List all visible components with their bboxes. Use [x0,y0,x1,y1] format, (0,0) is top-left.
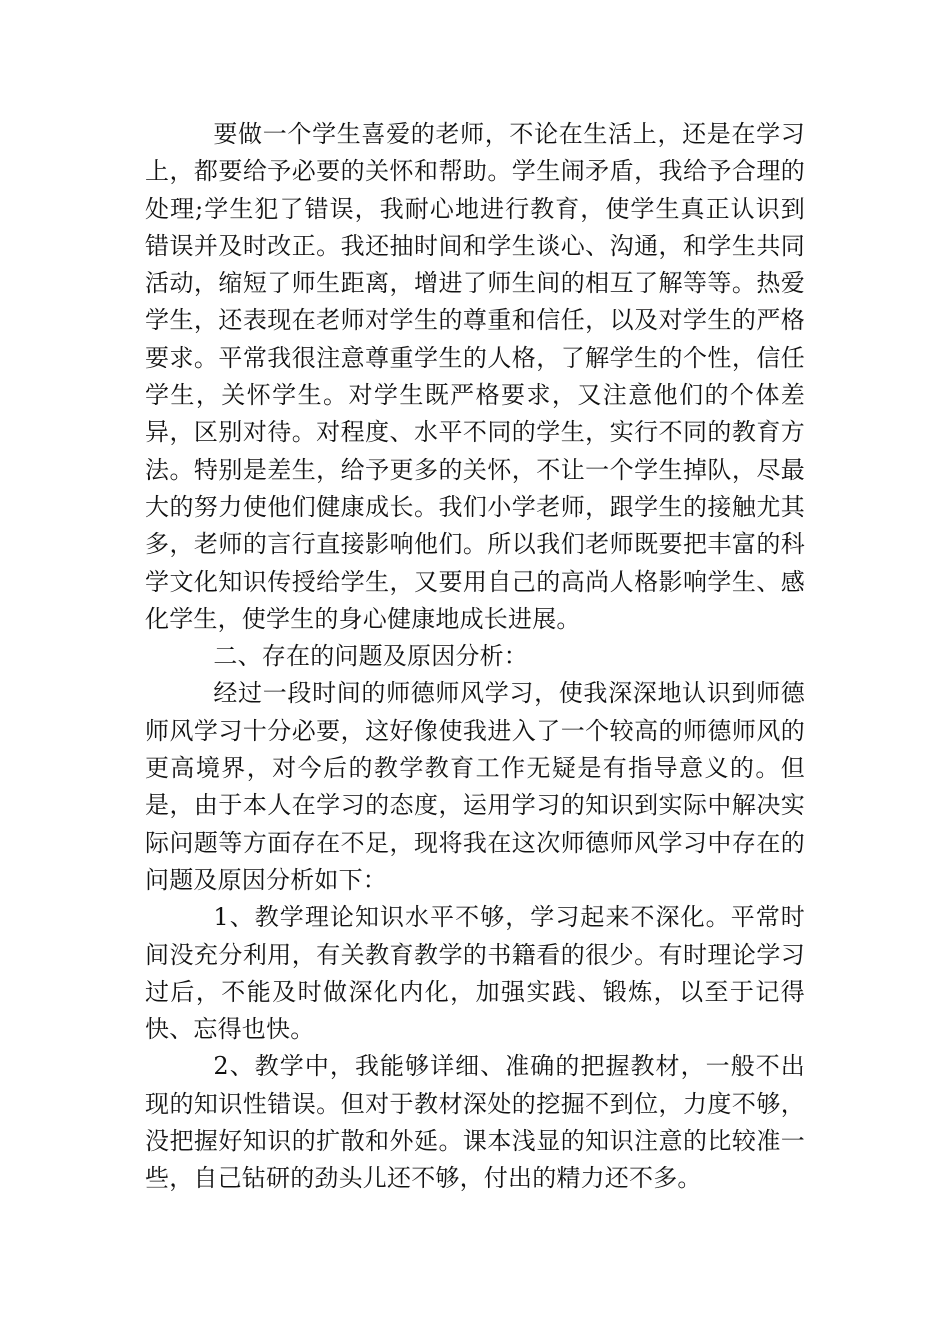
document-body [145,116,805,1198]
section-heading-problems: 二、存在的问题及原因分析： [213,642,528,671]
paragraph-study-reflection: 经过一段时间的师德师风学习，使我深深地认识到师德师风学习十分必要，这好像使我进入了一个较高的师德师风的更高境界，对今后的教学教育工作无疑是有指导意义的。但是，由于本人在学习的态度，运用学习的知识到实际中解决实际问题等方面存在不足，现将我在这次师德师风学习中存在的问题及原因分析如下： [145,679,805,894]
paragraph-teacher-care: 要做一个学生喜爱的老师，不论在生活上，还是在学习上，都要给予必要的关怀和帮助。学生闹矛盾，我给予合理的处理;学生犯了错误，我耐心地进行教育，使学生真正认识到错误并及时改正。我还抽时间和学生谈心、沟通，和学生共同活动，缩短了师生距离，增进了师生间的相互了解等等。热爱学生，还表现在老师对学生的尊重和信任，以及对学生的严格要求。平常我很注意尊重学生的人格，了解学生的个性，信任学生，关怀学生。对学生既严格要求，又注意他们的个体差异，区别对待。对程度、水平不同的学生，实行不同的教育方法。特别是差生，给予更多的关怀，不让一个学生掉队，尽最大的努力使他们健康成长。我们小学老师，跟学生的接触尤其多，老师的言行直接影响他们。所以我们老师既要把丰富的科学文化知识传授给学生，又要用自己的高尚人格影响学生、感化学生，使学生的身心健康地成长进展。 [145,120,805,633]
paragraph-point-2: 2、教学中，我能够详细、准确的把握教材，一般不出现的知识性错误。但对于教材深处的挖掘不到位，力度不够，没把握好知识的扩散和外延。课本浅显的知识注意的比较准一些，自己钻研的劲头儿还不够，付出的精力还不多。 [145,1052,805,1193]
paragraph-point-1: 1、教学理论知识水平不够，学习起来不深化。平常时间没充分利用，有关教育教学的书籍看的很少。有时理论学习过后，不能及时做深化内化，加强实践、锻炼，以至于记得快、忘得也快。 [145,903,805,1044]
